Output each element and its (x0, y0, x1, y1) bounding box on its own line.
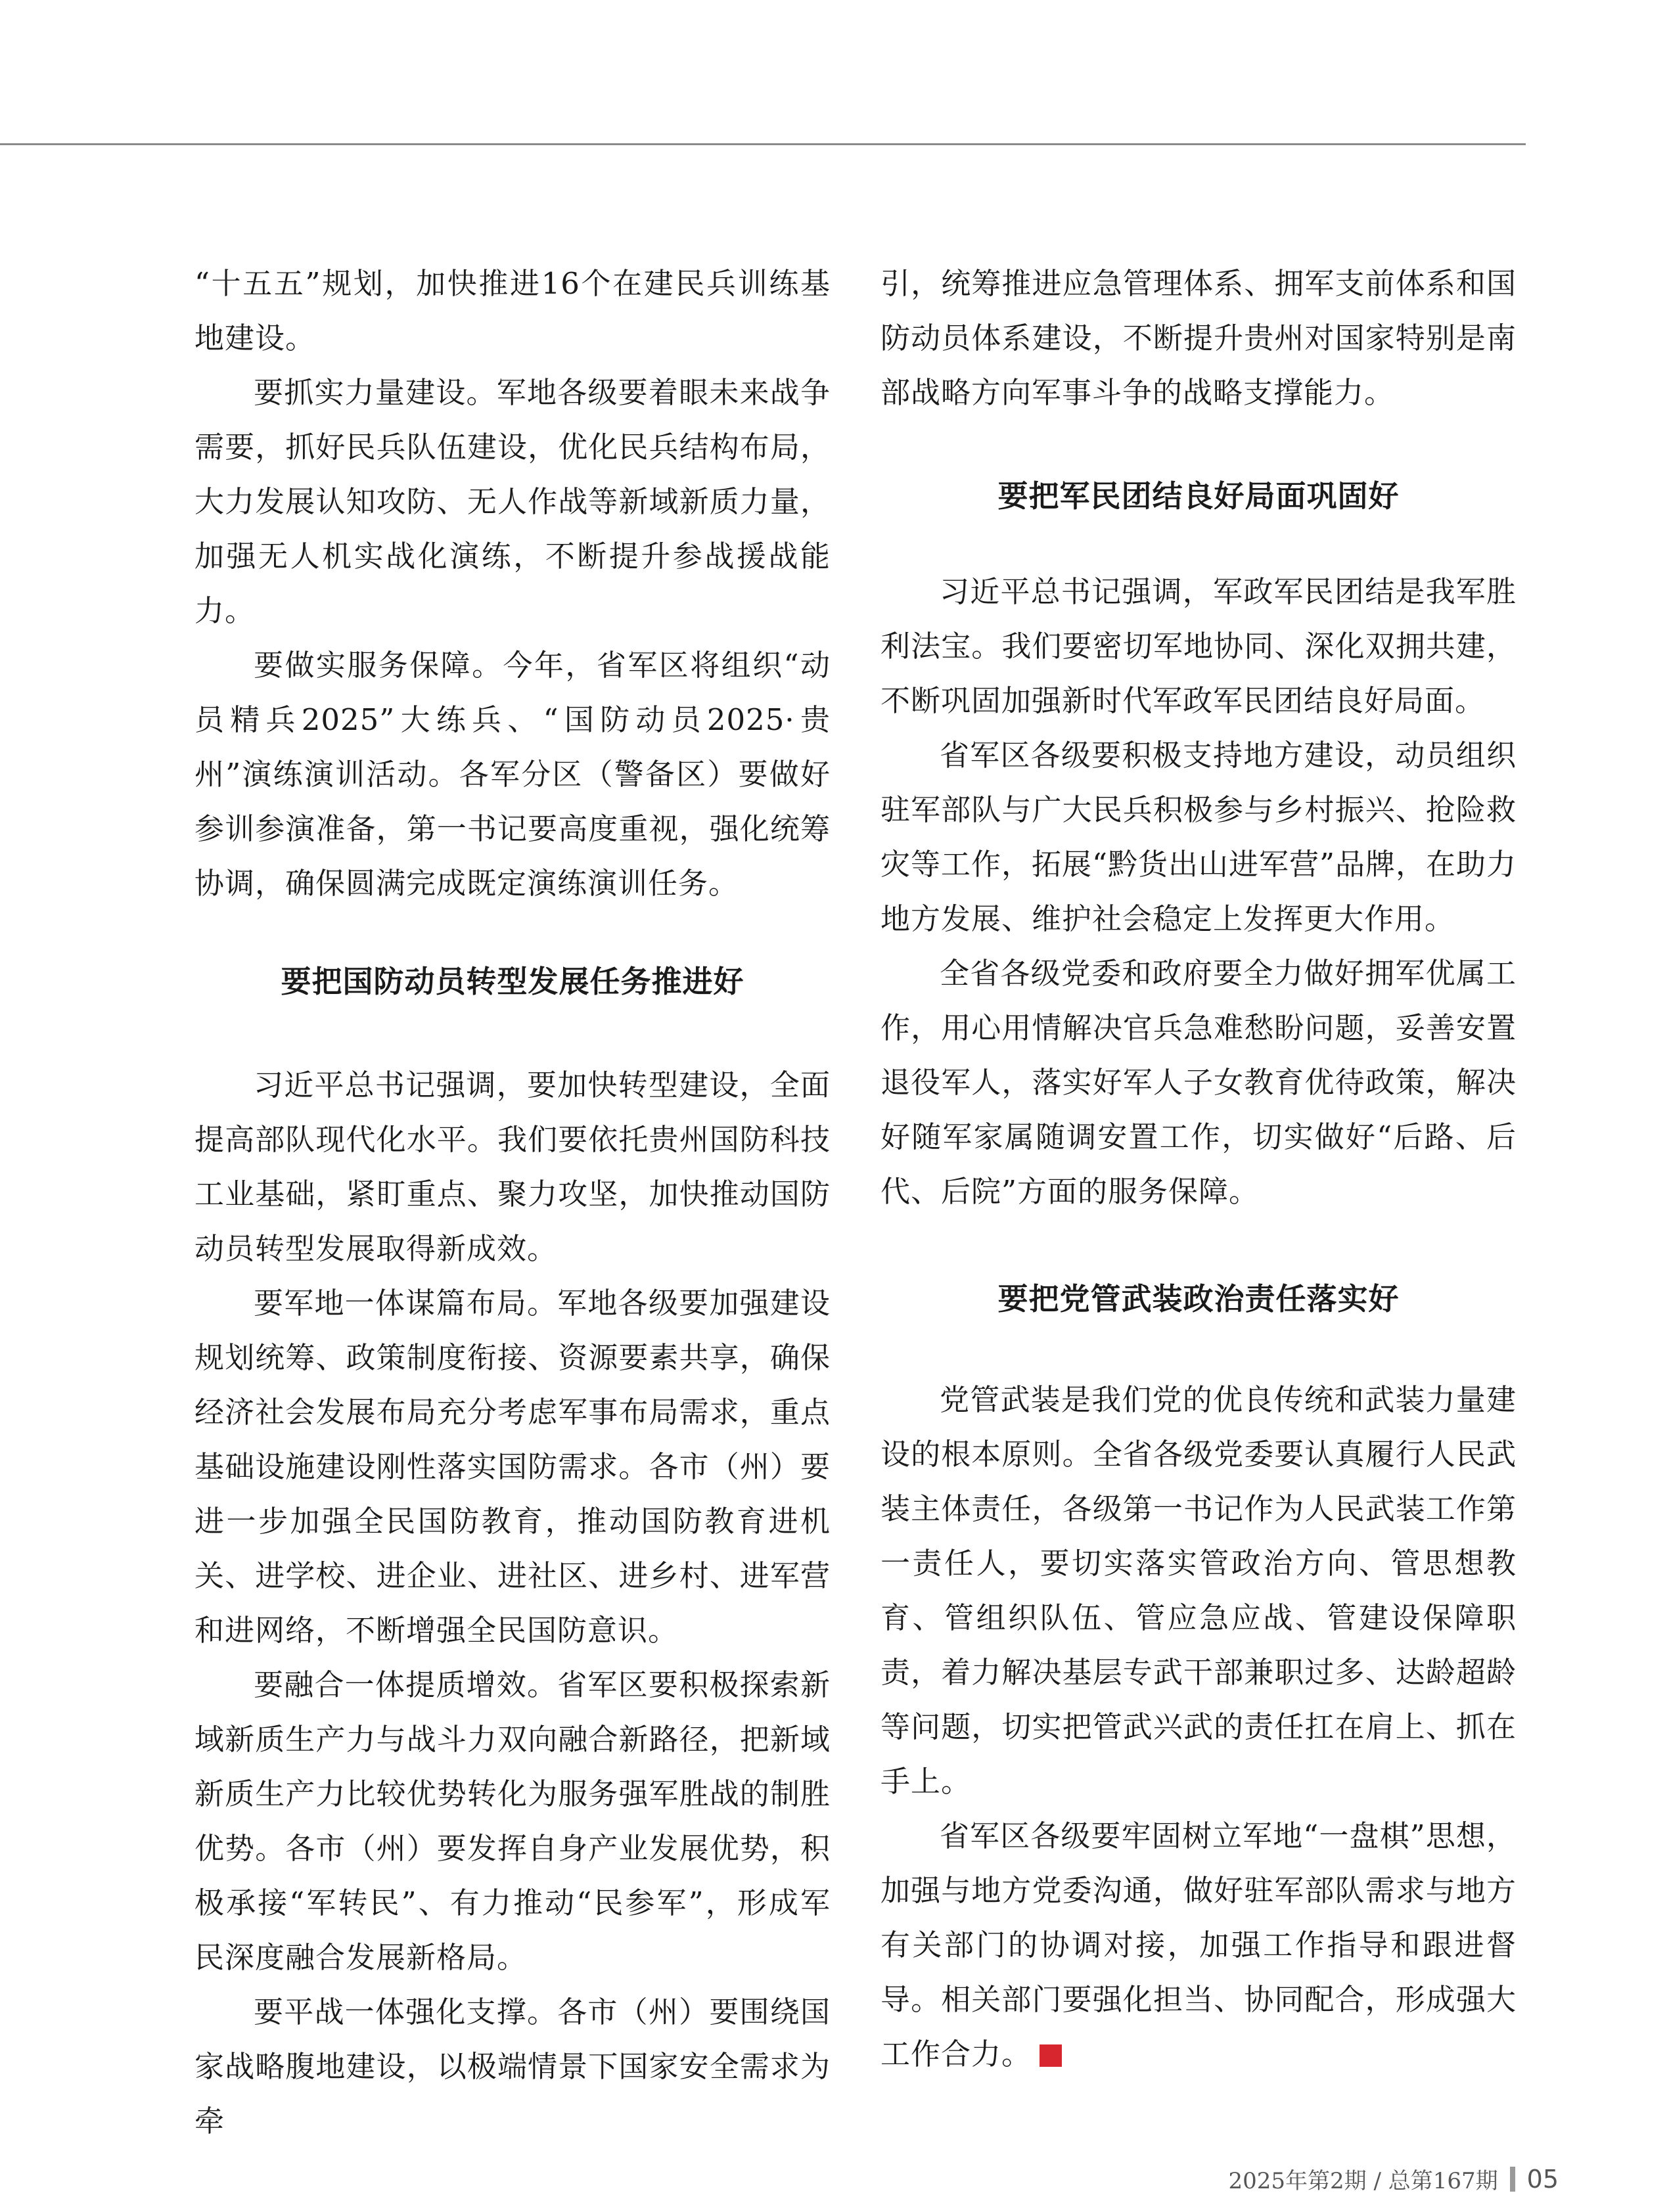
paragraph: 要做实服务保障。今年，省军区将组织“动员精兵2025”大练兵、“国防动员2025·贵州”演练演训活动。各军分区（警备区）要做好参训参演准备，第一书记要高度重视，强化统筹协调，确保圆满完成既定演练演训任务。 (194, 648, 831, 901)
page-footer (1229, 2163, 1559, 2195)
paragraph-final (880, 1809, 1517, 2081)
left-column (194, 256, 831, 2148)
paragraph: 习近平总书记强调，要加快转型建设，全面提高部队现代化水平。我们要依托贵州国防科技工业基础，紧盯重点、聚力攻坚，加快推动国防动员转型发展取得新成效。 (194, 1068, 831, 1266)
paragraph: 要平战一体强化支撑。各市（州）要围绕国家战略腹地建设，以极端情景下国家安全需求为牵 (194, 1995, 831, 2138)
section-heading: 要把军民团结良好局面巩固好 (997, 478, 1400, 514)
header-rule (0, 143, 1526, 145)
section-heading: 要把党管武装政治责任落实好 (997, 1281, 1400, 1317)
paragraph: 要军地一体谋篇布局。军地各级要加强建设规划统筹、政策制度衔接、资源要素共享，确保经济社会发展布局充分考虑军事布局需求，重点基础设施建设刚性落实国防需求。各市（州）要进一步加强全民国防教育，推动国防教育进机关、进学校、进企业、进社区、进乡村、进军营和进网络，不断增强全民国防意识。 (194, 1286, 831, 1648)
right-column (880, 256, 1517, 2081)
paragraph: 省军区各级要积极支持地方建设，动员组织驻军部队与广大民兵积极参与乡村振兴、抢险救灾等工作，拓展“黔货出山进军营”品牌，在助力地方发展、维护社会稳定上发挥更大作用。 (880, 738, 1517, 936)
paragraph: 引，统筹推进应急管理体系、拥军支前体系和国防动员体系建设，不断提升贵州对国家特别是南部战略方向军事斗争的战略支撑能力。 (880, 266, 1517, 410)
paragraph: “十五五”规划，加快推进16个在建民兵训练基地建设。 (194, 266, 831, 355)
footer-divider (1510, 2167, 1515, 2192)
end-mark-icon (1040, 2044, 1062, 2067)
page-number: 05 (1526, 2164, 1559, 2194)
paragraph: 全省各级党委和政府要全力做好拥军优属工作，用心用情解决官兵急难愁盼问题，妥善安置退役军人，落实好军人子女教育优待政策，解决好随军家属随调安置工作，切实做好“后路、后代、后院”方面的服务保障。 (880, 956, 1517, 1209)
paragraph: 要融合一体提质增效。省军区要积极探索新域新质生产力与战斗力双向融合新路径，把新域新质生产力比较优势转化为服务强军胜战的制胜优势。各市（州）要发挥自身产业发展优势，积极承接“军转民”、有力推动“民参军”，形成军民深度融合发展新格局。 (194, 1667, 831, 1975)
paragraph: 习近平总书记强调，军政军民团结是我军胜利法宝。我们要密切军地协同、深化双拥共建，不断巩固加强新时代军政军民团结良好局面。 (880, 574, 1517, 718)
issue-info: 2025年第2期 / 总第167期 (1228, 2168, 1498, 2194)
section-heading: 要把国防动员转型发展任务推进好 (281, 964, 744, 999)
paragraph: 要抓实力量建设。军地各级要着眼未来战争需要，抓好民兵队伍建设，优化民兵结构布局，大力发展认知攻防、无人作战等新域新质力量，加强无人机实战化演练，不断提升参战援战能力。 (194, 375, 831, 628)
paragraph-text: 省军区各级要牢固树立军地“一盘棋”思想，加强与地方党委沟通，做好驻军部队需求与地方有关部门的协调对接，加强工作指导和跟进督导。相关部门要强化担当、协同配合，形成强大工作合力。 (880, 1818, 1517, 2071)
paragraph: 党管武装是我们党的优良传统和武装力量建设的根本原则。全省各级党委要认真履行人民武装主体责任，各级第一书记作为人民武装工作第一责任人，要切实落实管政治方向、管思想教育、管组织队伍、管应急应战、管建设保障职责，着力解决基层专武干部兼职过多、达龄超龄等问题，切实把管武兴武的责任扛在肩上、抓在手上。 (880, 1382, 1517, 1799)
